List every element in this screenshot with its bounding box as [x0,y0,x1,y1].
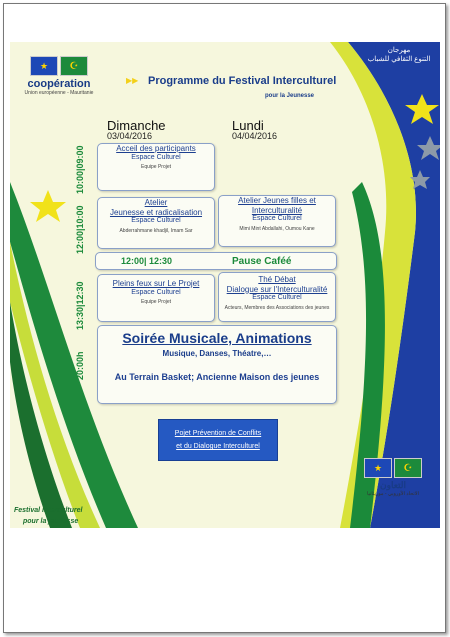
session-title: Acceil des participants [116,144,196,153]
cooperation-wordmark: coopération [27,78,91,90]
cooperation-subtitle: Union européenne - Mauritanie [24,90,94,96]
session-note: Equipe Projet [140,163,172,170]
project-button-line2: et du Dialogue Interculturel [176,443,260,450]
soiree-box [97,325,337,404]
project-button-line1: Pojet Prévention de Conflits [174,430,262,437]
session-place: Espace Culturel [131,153,181,161]
session-title: Thé Débat [258,275,296,284]
date-dimanche: 03/04/2016 [107,131,153,141]
arabic-logo-subtitle: الاتحاد الأوروبي - موريتانيا [366,491,419,497]
session-title: Atelier Jeunes filles et [238,196,316,205]
time-slot-4: 20:00h [75,351,85,380]
flags-right [352,458,434,478]
session-title-2: Dialogue sur l'Interculturalité [226,284,328,294]
session-the-debat [218,272,336,322]
session-pleins-feux [97,274,215,322]
arabic-title-line2: التنوع الثقافي للشباب [367,56,431,64]
page-title: Programme du Festival Interculturel [148,75,337,87]
session-place: Espace Culturel [252,294,302,302]
cooperation-logo [18,56,100,96]
time-slot-2: 12:00|10:00 [75,205,85,254]
eu-flag-icon: ★ [364,458,392,478]
footer-festival-line2: pour la jeunesse [23,518,79,525]
soiree-subtitle: Musique, Danses, Théatre,… [162,349,272,358]
page-subtitle: pour la Jeunesse [265,93,315,99]
footer-festival-line1: Festival Interculturel [14,507,83,514]
double-arrow-icon: ▶▶ [126,76,139,85]
session-place: Espace Culturel [252,215,302,223]
session-note: Acteurs, Membres des Associations des jeunes [224,304,330,311]
session-accueil [97,143,215,191]
session-note: Equipe Projet [140,298,172,305]
project-button[interactable] [158,419,278,461]
session-radicalisation [97,197,215,249]
session-title-2: Jeunesse et radicalisation [109,207,203,217]
soiree-place: Au Terrain Basket; Ancienne Maison des jeunes [114,372,320,382]
pause-time: 12:00| 12:30 [121,256,173,266]
session-place: Espace Culturel [131,217,181,225]
session-place: Espace Culturel [131,288,181,296]
session-title: Pleins feux sur Le Projet [112,279,200,288]
pause-label: Pause Caféé [232,256,292,267]
day-dimanche: Dimanche [107,118,166,133]
session-note: Abderrahmane khadjil, Imam Sar [119,227,193,234]
star-left [30,190,66,222]
flags [18,56,100,76]
session-title: Atelier [144,198,168,207]
arabic-festival-title [366,46,432,64]
time-slot-3: 13:30|12:30 [75,281,85,330]
mauritania-flag-icon: ☪ [60,56,88,76]
mauritania-flag-icon: ☪ [394,458,422,478]
session-note: Mimi Mint Abdallahi, Oumou Kane [239,225,315,232]
soiree-title: Soirée Musicale, Animations [122,330,312,346]
session-title-2: Interculturalité [251,205,303,215]
arabic-cooperation-logo [352,458,434,497]
day-lundi: Lundi [232,118,264,133]
eu-flag-icon: ★ [30,56,58,76]
arabic-title-line1: مهرجان [387,47,411,54]
arabic-logo-wordmark: التعاون [380,480,406,490]
time-slot-1: 10:00|09:00 [75,145,85,194]
session-jeunes-filles [218,195,336,247]
date-lundi: 04/04/2016 [232,131,278,141]
